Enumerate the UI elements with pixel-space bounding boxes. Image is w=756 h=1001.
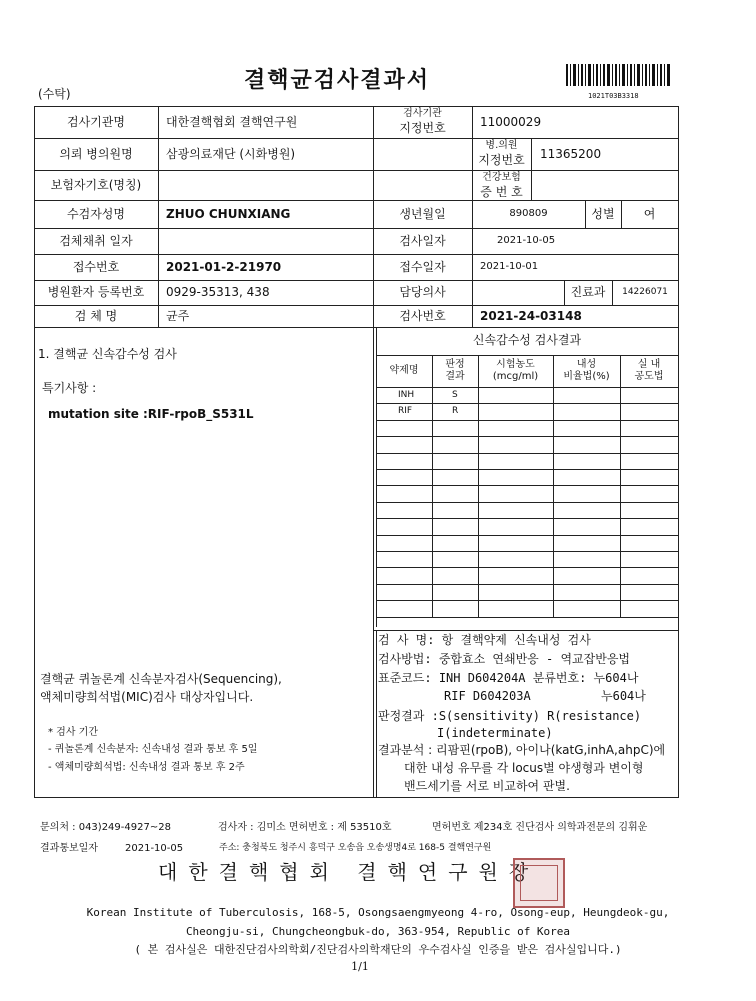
test-date-label: 검사일자: [399, 234, 446, 248]
doctor-label: 담당의사: [399, 285, 446, 299]
method-line-3: 표준코드: INH D604204A 분류번호: 누604나: [378, 671, 639, 685]
examiner: 검사자 : 김미소 면허번호 : 제 53510호: [218, 822, 392, 833]
dob-value: 890809: [509, 208, 548, 219]
hospital-no-value: 11365200: [540, 147, 602, 161]
hospital-label: 의뢰 병의원명: [59, 147, 133, 161]
period-line-1: - 퀴놀론계 신속분자: 신속내성 결과 통보 후 5일: [48, 744, 258, 755]
remarks-label: 특기사항 :: [42, 381, 97, 395]
hospital-no-label-2: 지정번호: [478, 153, 525, 167]
report-date-label: 결과통보일자: [40, 843, 98, 854]
method-line-5: 판정결과 :S(sensitivity) R(resistance): [378, 709, 642, 723]
inquiry: 문의처 : 043)249-4927~28: [40, 822, 171, 833]
sex-label: 성별: [591, 207, 615, 221]
org-en-2: Cheongju-si, Chungcheongbuk-do, 363-954, Republic of Korea: [185, 925, 571, 938]
result-header-4: 실 내: [637, 359, 661, 370]
result-header-1: 결과: [445, 371, 465, 382]
org-en-1: Korean Institute of Tuberculosis, 168-5, Osongsaengmyeong 4-ro, Osong-eup, Heungdeok-gu,: [86, 906, 670, 919]
dept-label: 진료과: [570, 285, 606, 299]
lab-no-label-2: 지정번호: [399, 121, 446, 135]
method-line-4: RIF D604203A: [444, 689, 531, 703]
mutation-site: mutation site :RIF-rpoB_S531L: [48, 407, 254, 421]
method-line-7: 결과분석 : 리팜핀(rpoB), 아이나(katG,inhA,ahpC)에: [378, 743, 666, 757]
result-header-1: 판정: [445, 359, 465, 370]
result-header-4: 공도법: [634, 371, 664, 382]
result-header-2: 시험농도: [496, 359, 535, 370]
note-line-1: 결핵균 퀴놀론계 신속분자검사(Sequencing),: [40, 672, 282, 686]
dept-value: 14226071: [622, 287, 668, 297]
receipt-date-value: 2021-10-01: [480, 261, 539, 272]
exam-no-value: 2021-24-03148: [480, 309, 582, 323]
hospital-value: 삼광의료재단 (시화병원): [166, 147, 296, 161]
result-header-2: (mcg/ml): [492, 371, 539, 382]
lab-label: 검사기관명: [67, 115, 125, 129]
dob-label: 생년월일: [399, 207, 446, 221]
patient-value: ZHUO CHUNXIANG: [166, 207, 291, 221]
method-line-1: 검 사 명: 항 결핵약제 신속내성 검사: [378, 633, 591, 647]
insurance-no-label-1: 건강보험: [482, 172, 521, 183]
license: 면허번호 제234호 진단검사 의학과전문의 김휘운: [432, 822, 648, 833]
period-title: * 검사 기간: [48, 727, 98, 738]
result-cell: R: [452, 406, 459, 417]
method-line-4b: 누604나: [601, 689, 646, 703]
barcode-icon: [566, 64, 670, 94]
document-subtitle: (수탁): [38, 87, 71, 101]
specimen-value: 균주: [166, 309, 190, 323]
hospital-no-label-1: 병.의원: [485, 140, 518, 151]
receipt-date-label: 접수일자: [399, 260, 446, 274]
document-title: 결핵균검사결과서: [244, 68, 431, 93]
lab-no-value: 11000029: [480, 115, 542, 129]
lab-no-label-1: 검사기관: [403, 108, 442, 119]
result-header-3: 비율법(%): [563, 371, 610, 382]
result-cell: S: [452, 390, 458, 400]
test-date-value: 2021-10-05: [497, 235, 556, 246]
method-line-8: 대한 내성 유무를 각 locus별 야생형과 변이형: [404, 761, 644, 775]
method-line-6: I(indeterminate): [437, 726, 553, 740]
method-line-9: 밴드세기를 서로 비교하여 판별.: [404, 779, 570, 793]
result-table-title: 신속감수성 검사결과: [472, 333, 582, 347]
collect-label: 검체채취 일자: [59, 234, 133, 248]
certification: ( 본 검사실은 대한진단검사의학회/진단검사의학재단의 우수검사실 인증을 받은 검사실입니다.): [134, 943, 622, 956]
report-date-value: 2021-10-05: [125, 843, 184, 854]
barcode-text: 1021T03B3318: [588, 92, 639, 100]
test-name: 1. 결핵균 신속감수성 검사: [38, 347, 177, 361]
result-header-3: 내성: [576, 359, 597, 370]
insured-label: 보험자기호(명칭): [50, 178, 142, 192]
note-line-2: 액체미량희석법(MIC)검사 대상자입니다.: [40, 690, 254, 704]
method-line-2: 검사방법: 중합효소 연쇄반응 - 역교잡반응법: [378, 652, 631, 666]
result-cell: INH: [398, 390, 415, 400]
exam-no-label: 검사번호: [399, 309, 446, 323]
patient-label: 수검자성명: [67, 207, 125, 221]
reg-no-value: 0929-35313, 438: [166, 285, 270, 299]
org-name-ko: 대한결핵협회 결핵연구원장: [158, 860, 540, 884]
reg-no-label: 병원환자 등록번호: [47, 285, 145, 299]
result-cell: RIF: [398, 406, 413, 417]
official-seal: [513, 858, 565, 908]
page-number: 1/1: [351, 960, 369, 973]
receipt-no-label: 접수번호: [72, 260, 120, 274]
address: 주소: 충청북도 청주시 흥덕구 오송읍 오송생명4로 168-5 결핵연구원: [219, 843, 492, 853]
result-header-0: 약제명: [389, 365, 419, 376]
sex-value: 여: [643, 207, 656, 221]
insurance-no-label-2: 증 번 호: [480, 185, 523, 199]
receipt-no-value: 2021-01-2-21970: [166, 260, 282, 274]
lab-value: 대한결핵협회 결핵연구원: [166, 115, 298, 129]
period-line-2: - 액체미량희석법: 신속내성 결과 통보 후 2주: [48, 762, 245, 773]
specimen-label: 검 체 명: [74, 309, 118, 323]
